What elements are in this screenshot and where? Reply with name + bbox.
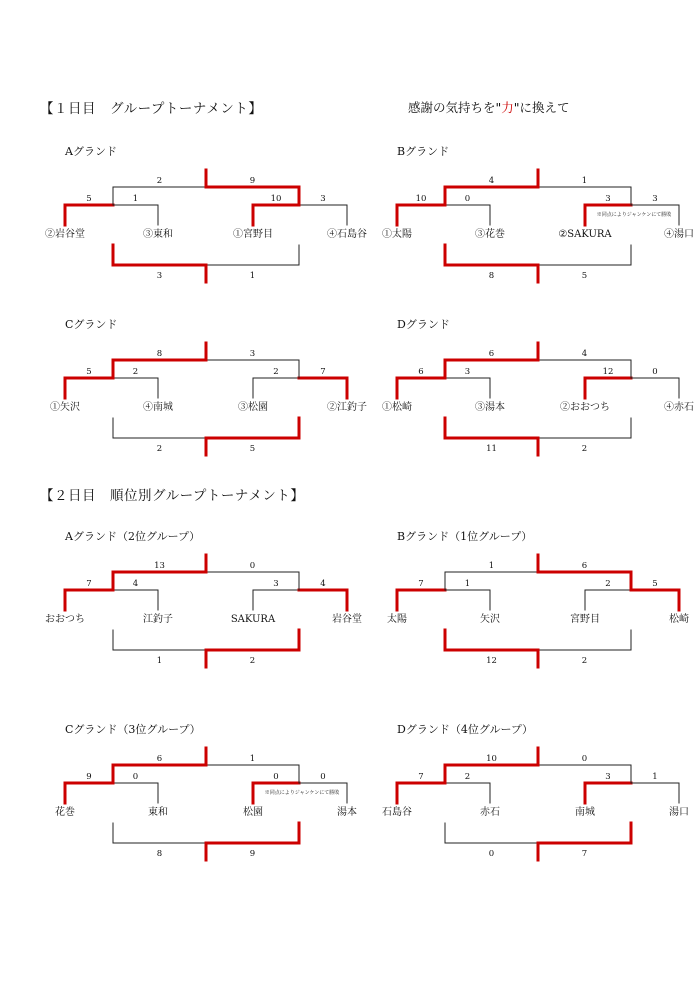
group-6-title: Cグランド（3位グループ）: [65, 723, 201, 736]
group-1-score-top-b: 1: [581, 176, 588, 186]
group-5-score-pair2-b: 5: [652, 579, 658, 589]
group-5-score-pair1-a: 7: [418, 579, 424, 589]
group-0-score-pair2-a: 10: [270, 194, 282, 204]
group-3-title: Dグランド: [397, 318, 450, 331]
group-2-title: Cグランド: [65, 318, 118, 331]
group-0-score-pair1-b: 1: [132, 194, 139, 204]
group-6-score-pair1-a: 9: [86, 772, 92, 782]
group-6-score-top-b: 1: [249, 754, 256, 764]
group-1-score-top-a: 4: [488, 176, 495, 186]
group-3-score-pair2-a: 12: [602, 367, 614, 377]
group-0-team-2: ①宮野目: [233, 229, 273, 240]
day2-heading: 【２日目 順位別グループトーナメント】: [40, 488, 305, 504]
group-7-score-pair2-b: 1: [652, 772, 658, 782]
group-7-title: Dグランド（4位グループ）: [397, 723, 534, 736]
group-5-team-3: 松崎: [669, 614, 689, 625]
group-2-score-top-b: 3: [249, 349, 256, 359]
group-5-team-0: 太陽: [387, 614, 407, 625]
group-6-score-top-a: 6: [156, 754, 163, 764]
group-0-title: Aグランド: [65, 145, 117, 158]
group-6-team-2: 松園: [243, 807, 263, 818]
group-4-team-2: SAKURA: [230, 614, 276, 625]
group-3-score-pair2-b: 0: [652, 367, 658, 377]
group-6-score-bottom-b: 9: [249, 849, 256, 859]
group-0-score-bottom-b: 1: [249, 271, 256, 281]
group-1-team-1: ③花巻: [475, 229, 505, 240]
group-6-score-pair2-a: 0: [273, 772, 279, 782]
group-4-score-bottom-a: 1: [156, 656, 163, 666]
group-3-score-bottom-a: 11: [486, 444, 497, 454]
group-3-team-0: ①松崎: [382, 402, 412, 413]
group-6-team-1: 東和: [148, 807, 168, 818]
group-3-score-bottom-b: 2: [581, 444, 588, 454]
group-1-team-3: ④湯口: [664, 229, 694, 240]
group-4-score-top-a: 13: [154, 561, 165, 571]
day1-heading: 【１日目 グループトーナメント】: [40, 101, 263, 117]
group-6-score-bottom-a: 8: [156, 849, 163, 859]
group-5-score-top-b: 6: [581, 561, 588, 571]
group-4-team-1: 江釣子: [143, 614, 173, 625]
group-2-score-pair1-a: 5: [86, 367, 92, 377]
group-2-score-pair2-b: 7: [320, 367, 326, 377]
group-5-title: Bグランド（1位グループ）: [397, 530, 533, 543]
group-2-score-top-a: 8: [156, 349, 163, 359]
group-0-score-pair1-a: 5: [86, 194, 92, 204]
group-0-score-pair2-b: 3: [320, 194, 326, 204]
group-7-team-0: 石島谷: [382, 807, 412, 818]
group-0-team-0: ②岩谷堂: [45, 229, 85, 240]
group-7-team-2: 南城: [575, 807, 595, 818]
group-4-team-0: おおつち: [45, 614, 85, 625]
group-4-team-3: 岩谷堂: [332, 614, 362, 625]
group-4-title: Aグランド（2位グループ）: [65, 530, 201, 543]
group-4-score-pair1-a: 7: [86, 579, 92, 589]
group-4-score-pair1-b: 4: [132, 579, 139, 589]
group-1-score-pair2-b: 3: [652, 194, 658, 204]
group-1-tie-note: ※同点によりジャンケンにて勝敗: [596, 212, 672, 218]
group-1-title: Bグランド: [397, 145, 450, 158]
group-2-score-bottom-b: 5: [249, 444, 256, 454]
group-5-score-bottom-b: 2: [581, 656, 588, 666]
group-3-score-top-a: 6: [488, 349, 495, 359]
group-3-team-1: ③湯本: [475, 402, 505, 413]
group-3-team-3: ④赤石: [664, 402, 694, 413]
group-7-team-3: 湯口: [669, 807, 689, 818]
group-6-team-0: 花巻: [55, 807, 75, 818]
group-2-score-pair1-b: 2: [132, 367, 139, 377]
group-7-score-top-a: 10: [486, 754, 497, 764]
group-0-team-1: ③東和: [143, 229, 173, 240]
slogan-red: 力: [501, 100, 514, 115]
group-2-score-pair2-a: 2: [273, 367, 279, 377]
group-2-team-2: ③松園: [238, 402, 268, 413]
group-3-score-pair1-b: 3: [464, 367, 471, 377]
group-0-score-bottom-a: 3: [156, 271, 163, 281]
group-0-score-top-b: 9: [249, 176, 256, 186]
group-1-score-bottom-b: 5: [581, 271, 588, 281]
group-5-score-pair2-a: 2: [605, 579, 611, 589]
group-4-score-pair2-a: 3: [273, 579, 279, 589]
group-7-team-1: 赤石: [480, 807, 500, 818]
group-3-team-2: ②おおつち: [560, 402, 610, 413]
group-5-team-1: 矢沢: [480, 614, 500, 625]
group-4-score-top-b: 0: [249, 561, 256, 571]
group-0-score-top-a: 2: [156, 176, 163, 186]
group-7-score-bottom-a: 0: [488, 849, 495, 859]
group-2-team-1: ④南城: [143, 402, 173, 413]
group-7-score-pair1-a: 7: [418, 772, 424, 782]
group-1-team-2: ②SAKURA: [558, 229, 612, 240]
group-0-team-3: ④石島谷: [327, 229, 367, 240]
group-7-score-bottom-b: 7: [581, 849, 588, 859]
group-2-team-3: ②江釣子: [327, 402, 367, 413]
slogan-post: "に換えて: [513, 100, 570, 115]
group-7-score-pair1-b: 2: [464, 772, 471, 782]
group-4-score-pair2-b: 4: [320, 579, 326, 589]
group-6-team-3: 湯本: [337, 807, 357, 818]
slogan-pre: 感謝の気持ちを": [408, 100, 502, 115]
group-1-score-bottom-a: 8: [488, 271, 495, 281]
group-5-score-top-a: 1: [488, 561, 495, 571]
group-1-score-pair1-b: 0: [464, 194, 471, 204]
group-5-score-pair1-b: 1: [464, 579, 471, 589]
group-5-team-2: 宮野目: [570, 614, 600, 625]
group-6-tie-note: ※同点によりジャンケンにて勝敗: [264, 790, 340, 796]
group-5-score-bottom-a: 12: [486, 656, 497, 666]
group-3-score-top-b: 4: [581, 349, 588, 359]
group-7-score-top-b: 0: [581, 754, 588, 764]
group-7-score-pair2-a: 3: [605, 772, 611, 782]
group-6-score-pair1-b: 0: [132, 772, 139, 782]
group-2-score-bottom-a: 2: [156, 444, 163, 454]
group-6-score-pair2-b: 0: [320, 772, 326, 782]
group-1-score-pair1-a: 10: [415, 194, 427, 204]
group-2-team-0: ①矢沢: [50, 402, 80, 413]
group-1-team-0: ①太陽: [382, 229, 412, 240]
group-3-score-pair1-a: 6: [418, 367, 424, 377]
group-1-score-pair2-a: 3: [605, 194, 611, 204]
group-4-score-bottom-b: 2: [249, 656, 256, 666]
